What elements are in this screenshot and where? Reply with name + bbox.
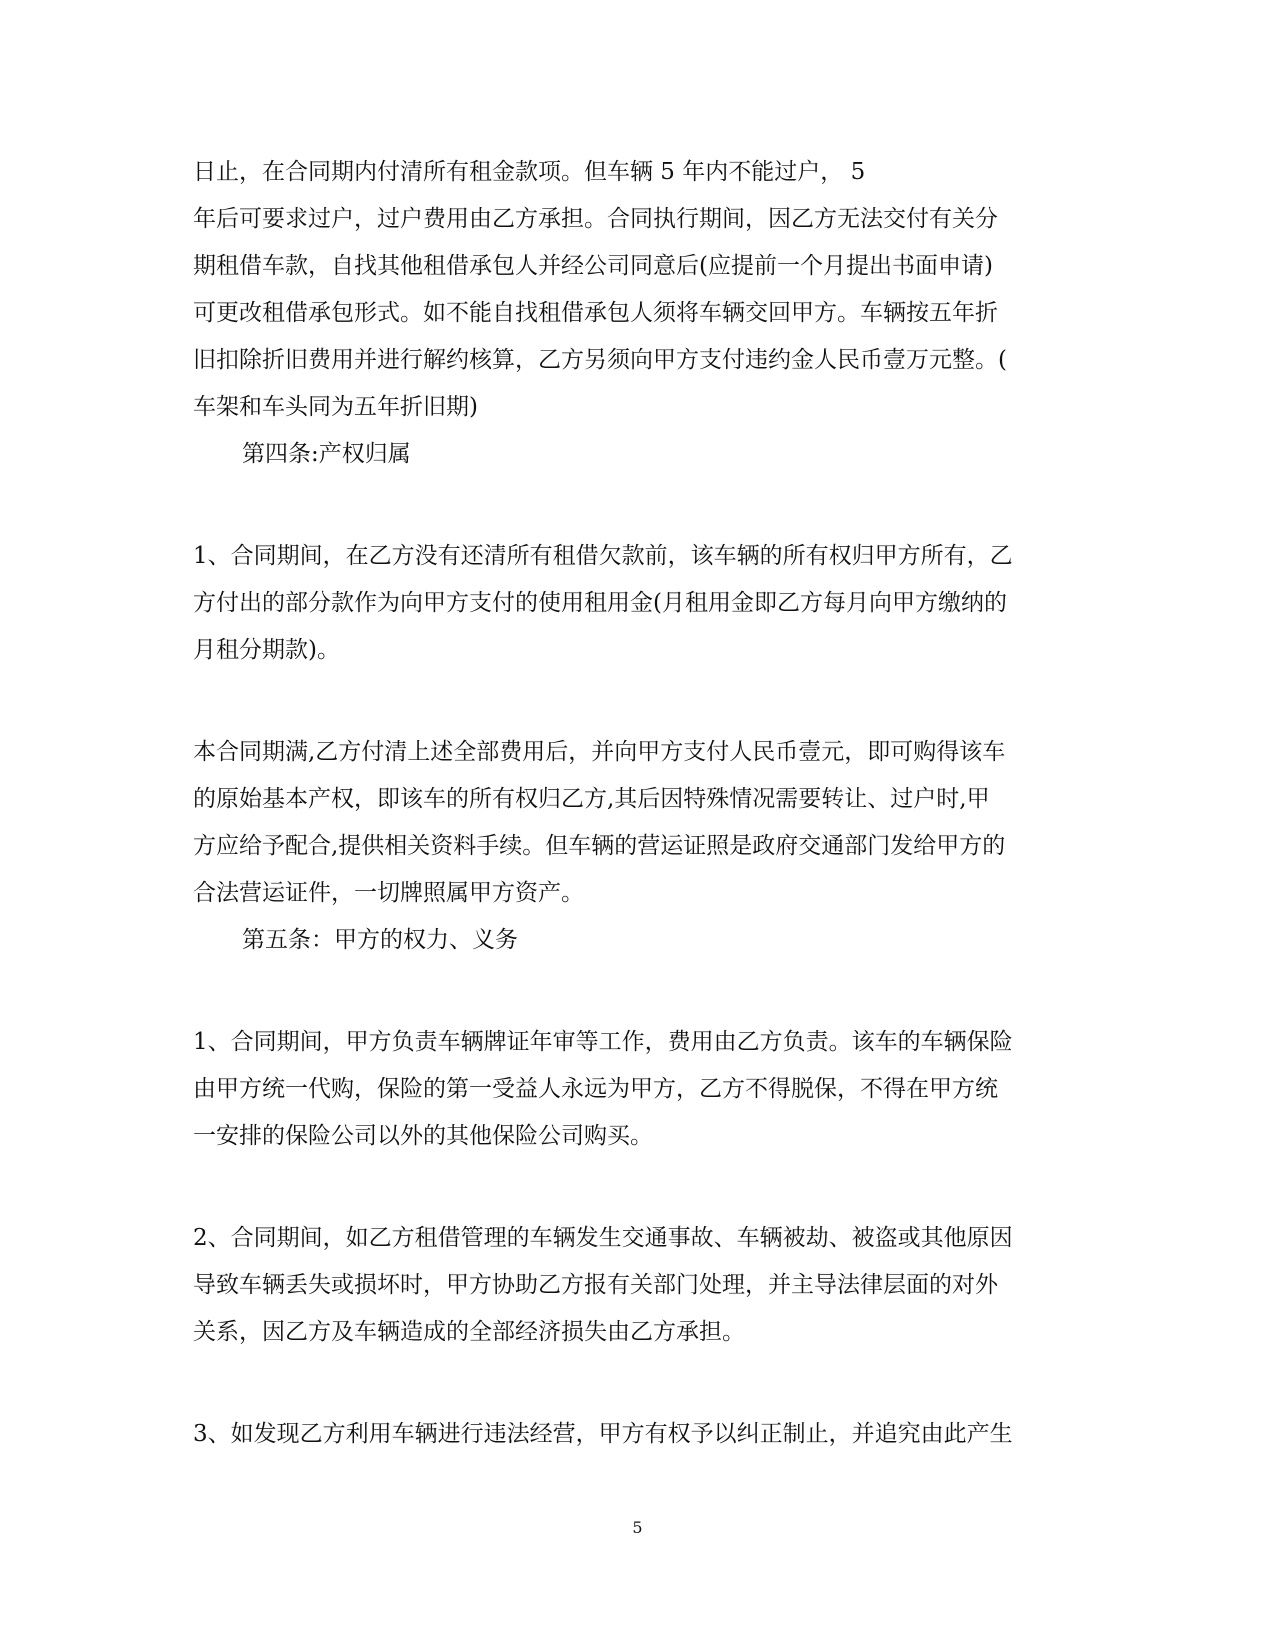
text-line: 1、合同期间，甲方负责车辆牌证年审等工作，费用由乙方负责。该车的车辆保险: [193, 1029, 1013, 1055]
section-heading: 第五条：甲方的权力、义务: [242, 927, 518, 953]
text-line: 1、合同期间，在乙方没有还清所有租借欠款前，该车辆的所有权归甲方所有，乙: [193, 543, 1013, 569]
text-line: 方应给予配合,提供相关资料手续。但车辆的营运证照是政府交通部门发给甲方的: [193, 833, 1006, 859]
text-line: 年后可要求过户，过户费用由乙方承担。合同执行期间，因乙方无法交付有关分: [193, 206, 998, 232]
text-line: 导致车辆丢失或损坏时，甲方协助乙方报有关部门处理，并主导法律层面的对外: [193, 1272, 998, 1298]
text-line: 月租分期款)。: [193, 637, 340, 663]
text-line: 方付出的部分款作为向甲方支付的使用租用金(月租用金即乙方每月向甲方缴纳的: [193, 590, 1007, 616]
text-line: 可更改租借承包形式。如不能自找租借承包人须将车辆交回甲方。车辆按五年折: [193, 300, 998, 326]
text-line: 本合同期满,乙方付清上述全部费用后，并向甲方支付人民币壹元，即可购得该车: [193, 739, 1006, 765]
text-line: 旧扣除折旧费用并进行解约核算，乙方另须向甲方支付违约金人民币壹万元整。(: [193, 347, 1007, 373]
text-line: 的原始基本产权，即该车的所有权归乙方,其后因特殊情况需要转让、过户时,甲: [193, 786, 990, 812]
text-line: 合法营运证件，一切牌照属甲方资产。: [193, 880, 584, 906]
text-line: 3、如发现乙方利用车辆进行违法经营，甲方有权予以纠正制止，并追究由此产生: [193, 1421, 1013, 1447]
section-heading: 第四条:产权归属: [242, 441, 411, 467]
page-number: 5: [632, 1518, 643, 1537]
text-line: 2、合同期间，如乙方租借管理的车辆发生交通事故、车辆被劫、被盗或其他原因: [193, 1225, 1013, 1251]
text-line: 关系，因乙方及车辆造成的全部经济损失由乙方承担。: [193, 1319, 745, 1345]
text-line: 一安排的保险公司以外的其他保险公司购买。: [193, 1123, 653, 1149]
text-line: 由甲方统一代购，保险的第一受益人永远为甲方，乙方不得脱保，不得在甲方统: [193, 1076, 998, 1102]
text-line: 期租借车款，自找其他租借承包人并经公司同意后(应提前一个月提出书面申请): [193, 253, 993, 279]
text-line: 日止，在合同期内付清所有租金款项。但车辆 5 年内不能过户， 5: [193, 159, 866, 185]
text-line: 车架和车头同为五年折旧期): [193, 394, 478, 420]
